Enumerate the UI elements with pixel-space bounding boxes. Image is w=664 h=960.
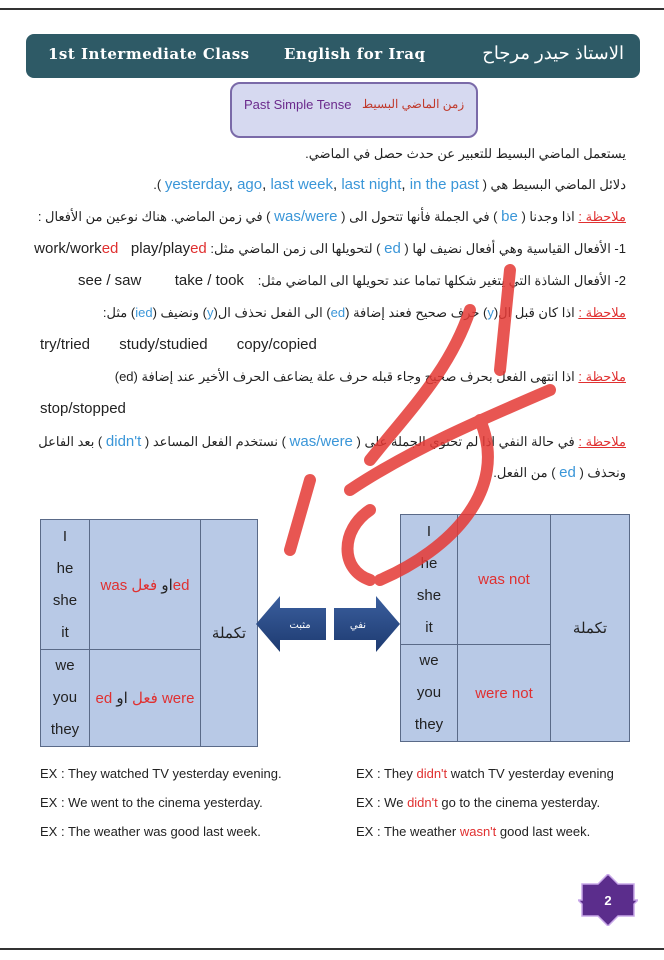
usage-line: يستعمل الماضي البسيط للتعبير عن حدث حصل في الماضي. [305, 146, 626, 161]
rule-1-examples [34, 240, 207, 257]
example-text: EX : They [356, 766, 417, 781]
lesson-title-english: Past Simple Tense [244, 97, 352, 112]
note-2-text-d: ) ونضيف ( [152, 305, 208, 320]
affirmative-example: EX : They watched TV yesterday evening. [40, 766, 282, 781]
pronoun: you [52, 689, 78, 706]
rule-2-example: see / saw [78, 272, 142, 289]
note-4-ed: ed [559, 464, 576, 481]
note-4-text-a: في حالة النفي اذا لم تحتوي الجملة على ( [356, 434, 575, 449]
rule-2-example: take / took [174, 272, 244, 289]
note-2-examples [40, 336, 317, 353]
rule-2 [258, 273, 626, 289]
note-1-text-b: ) في الجملة فأنها تتحول الى ( [341, 209, 498, 224]
example-text: EX : The weather [356, 824, 460, 839]
lesson-title-box [230, 82, 478, 138]
rule-1-example-base: play/play [130, 240, 191, 257]
note-4-didnt: didn't [105, 433, 142, 450]
affirmative-example: EX : The weather was good last week. [40, 824, 261, 839]
affirmative-table [40, 519, 258, 747]
note-1-waswere: was/were [274, 208, 338, 225]
rule-1-text-b: ) لتحويلها الى زمن الماضي مثل: [210, 241, 381, 256]
note-1-be: be [501, 208, 518, 225]
note-label: ملاحظة : [578, 305, 626, 320]
rule-1 [34, 240, 626, 257]
example-text: EX : We [356, 795, 408, 810]
example-text: watch TV yesterday evening [447, 766, 614, 781]
complement-cell: تكملة [201, 520, 258, 747]
note-4-text-d: ونحذف ( [579, 465, 626, 480]
signals-list: yesterday, ago, last week, last night, in the past [164, 176, 479, 193]
note-4-waswere: was/were [289, 433, 353, 450]
affirmative-example: EX : We went to the cinema yesterday. [40, 795, 263, 810]
pronoun: they [50, 721, 80, 738]
note-2-ied: ied [135, 305, 153, 320]
note-3-example: stop/stopped [40, 400, 126, 417]
note-2-example: try/tried [40, 336, 91, 353]
verb-cell [90, 650, 201, 747]
signals-suffix: ). [153, 177, 162, 192]
signal-word: in the past [409, 176, 479, 193]
example-negation: wasn't [459, 824, 497, 839]
note-4-text-e: ) من الفعل. [493, 465, 556, 480]
signal-word: last night [341, 176, 402, 193]
note-2-text-a: اذا كان قبل ال( [493, 305, 575, 320]
signals-line [153, 176, 626, 193]
verb-cell [90, 520, 201, 650]
affirmative-label: مثبت [289, 620, 311, 631]
complement-cell: تكملة [551, 515, 630, 742]
note-label: ملاحظة : [578, 369, 626, 384]
pronoun: I [62, 527, 68, 545]
note-2 [103, 305, 626, 321]
signal-word: yesterday [164, 176, 229, 193]
note-3 [115, 369, 626, 385]
note-1-text-c: ) في زمن الماضي. هناك نوعين من الأفعال : [37, 209, 271, 224]
note-1 [38, 208, 626, 225]
note-2-y: y [487, 305, 494, 320]
page-number: 2 [604, 893, 612, 908]
rule-2-examples [78, 272, 244, 289]
bottom-border [0, 948, 664, 950]
signals-prefix: دلائل الماضي البسيط هي ( [482, 177, 626, 192]
negative-example [356, 824, 590, 839]
note-2-y: y [207, 305, 214, 320]
note-4-line-2 [493, 464, 626, 481]
negative-table [400, 514, 630, 742]
note-2-text-c: ) الى الفعل نحذف ال( [213, 305, 331, 320]
note-2-text-e: ) مثل: [102, 305, 136, 320]
example-text: good last week. [496, 824, 591, 839]
pronoun: we [55, 657, 75, 674]
example-negation: didn't [407, 795, 438, 810]
pronoun: it [425, 618, 433, 636]
negative-example [356, 795, 600, 810]
pronoun: it [61, 623, 69, 641]
affirmative-arrow-icon [256, 592, 326, 656]
verb-was: was [100, 576, 128, 594]
example-text: go to the cinema yesterday. [437, 795, 601, 810]
pronoun: we [419, 652, 439, 669]
pronoun-cell [401, 515, 458, 645]
verb-was-not: was not [458, 515, 551, 645]
pronoun: she [416, 586, 442, 604]
top-border [0, 8, 664, 10]
note-4-text-c: ) بعد الفاعل [38, 434, 103, 449]
class-title: 1st Intermediate Class [48, 45, 250, 63]
note-3-text: اذا انتهى الفعل بحرف صحيح وجاء قبله حرف علة يضاعف الحرف الأخير عند إضافة (ed) [114, 369, 575, 384]
pronoun: you [416, 684, 442, 701]
example-negation: didn't [416, 766, 448, 781]
rule-1-example-base: work/work [34, 240, 102, 257]
teacher-name: الاستاذ حيدر مرجاح [482, 43, 624, 63]
note-2-ed: ed [330, 305, 346, 320]
signal-word: last week [270, 176, 333, 193]
note-2-text-b: ) حرف صحيح فعند إضافة ( [345, 305, 488, 320]
verb-ed: ed [95, 690, 113, 707]
pronoun-cell [41, 520, 90, 650]
pronoun-cell [401, 645, 458, 742]
note-4 [38, 433, 626, 450]
pronoun: he [56, 559, 74, 577]
verb-were: were [161, 690, 195, 707]
pronoun: I [426, 522, 432, 540]
signal-word: ago [237, 176, 263, 193]
verb-ed: ed [172, 576, 190, 594]
pronoun: she [52, 591, 78, 609]
note-1-text-a: اذا وجدنا ( [521, 209, 575, 224]
pronoun-cell [41, 650, 90, 747]
note-label: ملاحظة : [578, 434, 626, 449]
lesson-title-arabic: زمن الماضي البسيط [362, 97, 465, 111]
rule-2-text: 2- الأفعال الشاذة التي يتغير شكلها تماما عند تحويلها الى الماضي مثل: [257, 273, 626, 288]
rule-1-text-a: 1- الأفعال القياسية وهي أفعال نضيف لها ( [404, 241, 626, 256]
negative-label: نفي [349, 620, 367, 631]
verb-fil: فعل [131, 690, 158, 707]
verb-were-not: were not [458, 645, 551, 742]
book-title: English for Iraq [284, 45, 426, 63]
rule-1-example-ed: ed [190, 240, 207, 257]
rule-1-example-ed: ed [101, 240, 119, 257]
verb-or: او [116, 690, 128, 707]
page-number-badge [578, 874, 638, 926]
page-header [26, 34, 640, 78]
negative-example [356, 766, 614, 781]
negative-arrow-icon [334, 592, 400, 656]
note-4-text-b: ) نستخدم الفعل المساعد ( [144, 434, 286, 449]
verb-fil: فعل [131, 576, 158, 594]
pronoun: he [420, 554, 438, 572]
note-2-example: copy/copied [236, 336, 317, 353]
note-label: ملاحظة : [578, 209, 626, 224]
verb-or: او [161, 576, 173, 594]
pronoun: they [414, 716, 444, 733]
note-2-example: study/studied [119, 336, 208, 353]
rule-1-ed: ed [384, 240, 401, 257]
